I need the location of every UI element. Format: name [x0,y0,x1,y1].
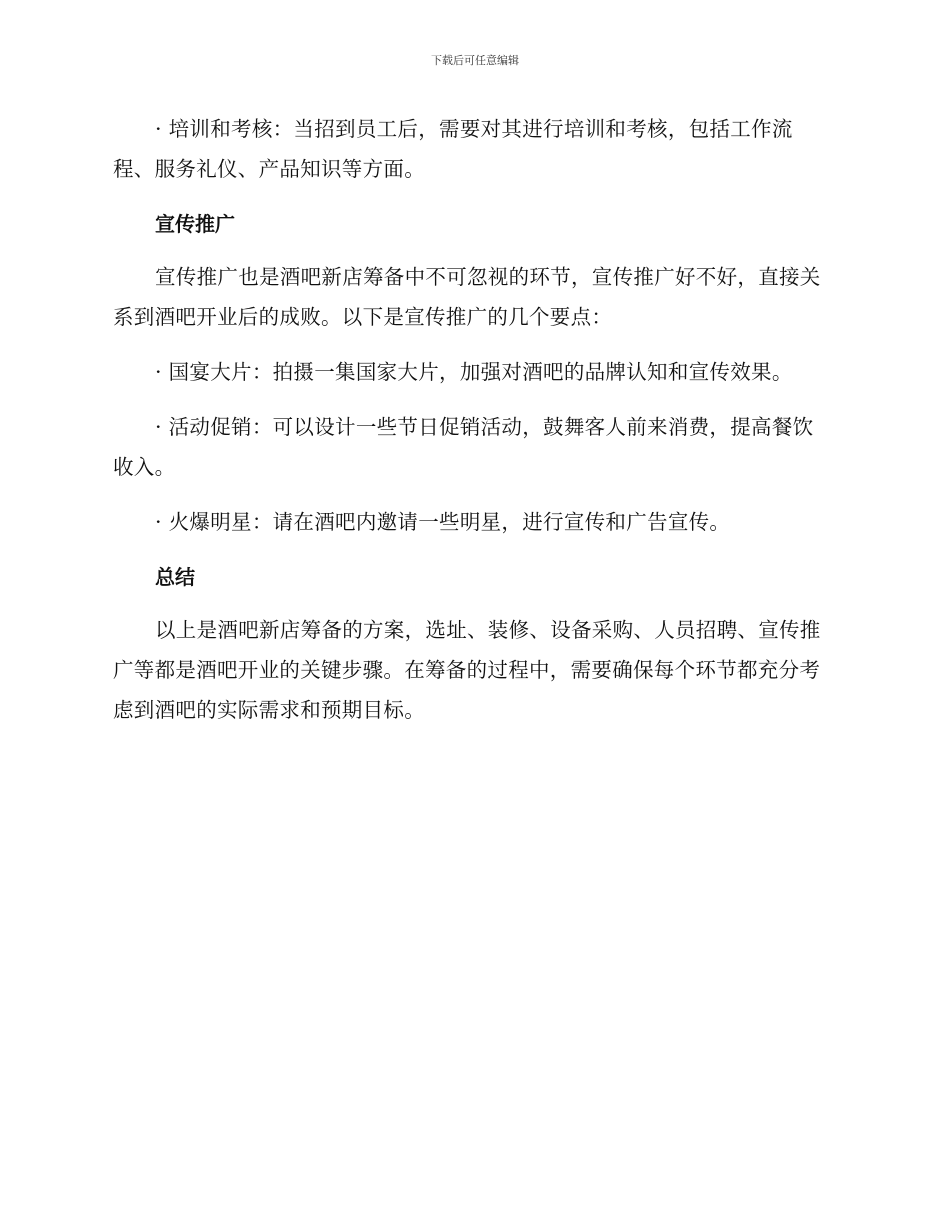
promotion-intro-paragraph: 宣传推广也是酒吧新店筹备中不可忽视的环节，宣传推广好不好，直接关系到酒吧开业后的成败。以下是宣传推广的几个要点： [113,265,821,329]
bullet-film: · 国宴大片：拍摄一集国家大片，加强对酒吧的品牌认知和宣传效果。 [155,360,793,384]
document-body [113,109,833,745]
bullet-training: · 培训和考核：当招到员工后，需要对其进行培训和考核，包括工作流程、服务礼仪、产品知识等方面。 [113,117,793,181]
section-heading-promotion: 宣传推广 [155,212,235,236]
bullet-events: · 活动促销：可以设计一些节日促销活动，鼓舞客人前来消费，提高餐饮收入。 [113,415,814,479]
summary-paragraph: 以上是酒吧新店筹备的方案，选址、装修、设备采购、人员招聘、宣传推广等都是酒吧开业的关键步骤。在筹备的过程中，需要确保每个环节都充分考虑到酒吧的实际需求和预期目标。 [113,618,821,722]
page-header: 下载后可任意编辑 [431,54,519,67]
bullet-celebrity: · 火爆明星：请在酒吧内邀请一些明星，进行宣传和广告宣传。 [155,510,731,534]
section-heading-summary: 总结 [155,565,195,589]
